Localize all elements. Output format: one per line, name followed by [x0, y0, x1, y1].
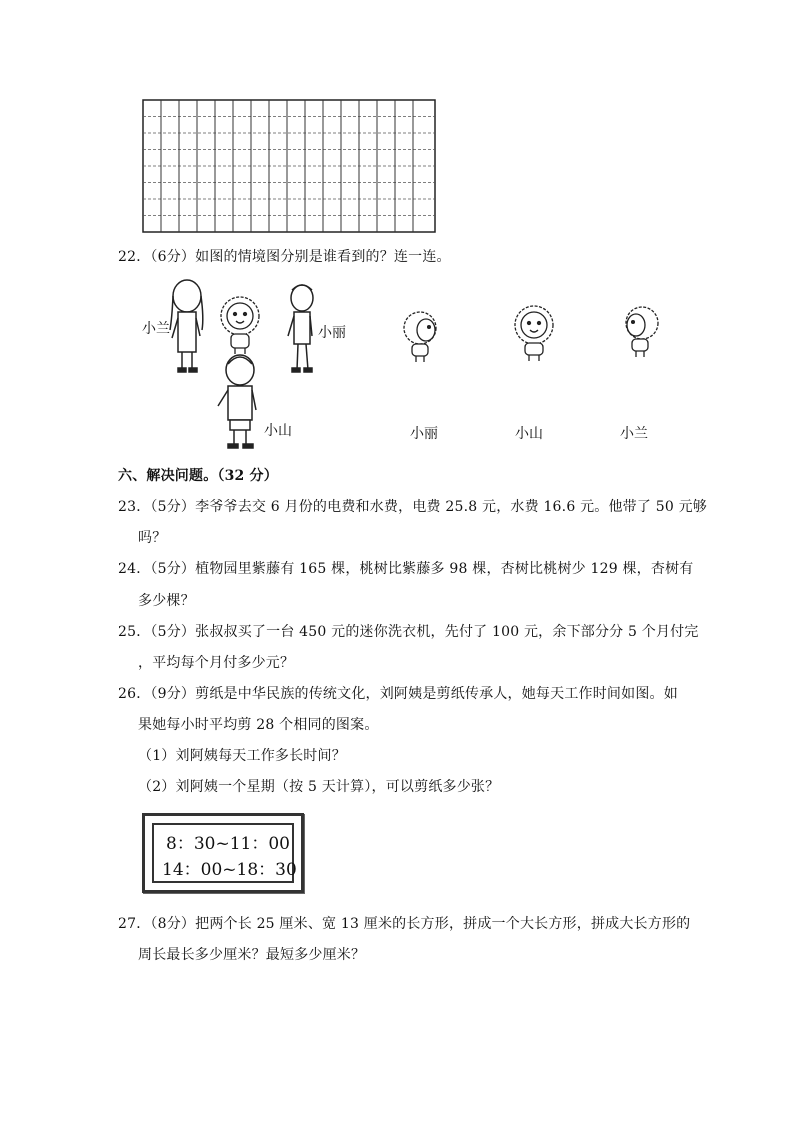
question-25-line1: 25．（5分）张叔叔买了一台 450 元的迷你洗衣机，先付了 100 元，余下部分分 5 个月付完 [118, 624, 699, 640]
scene-illustration [142, 278, 662, 453]
time-range-morning: 8：30~11：00 [166, 834, 290, 854]
question-26-sub1: （1）刘阿姨每天工作多长时间？ [138, 748, 346, 764]
question-26-line2: 果她每小时平均剪 28 个相同的图案。 [138, 717, 379, 733]
lion-view-side-left [626, 307, 658, 357]
question-24-line1: 24．（5分）植物园里紫藤有 165 棵，桃树比紫藤多 98 棵，杏树比桃树少 129 棵，杏树有 [118, 561, 694, 577]
section-title: 六、解决问题。（32 分） [118, 468, 278, 484]
question-22: 22．（6分）如图的情境图分别是谁看到的？连一连。 [118, 249, 451, 265]
question-27-line2: 周长最长多少厘米？最短多少厘米？ [138, 947, 366, 963]
question-23-line1: 23．（5分）李爷爷去交 6 月份的电费和水费，电费 25.8 元，水费 16.6 元。他带了 50 元够 [118, 499, 707, 515]
girl-figure [170, 280, 203, 372]
work-time-sign-inner [152, 823, 297, 883]
work-time-sign [142, 813, 304, 893]
writing-grid [142, 99, 436, 233]
question-25-line2: ，平均每个月付多少元？ [138, 655, 295, 671]
question-23-line2: 吗？ [138, 530, 167, 546]
label-xiaolan: 小兰 [142, 321, 170, 337]
time-range-afternoon: 14：00~18：30 [162, 860, 297, 880]
lion-view-side-right [404, 312, 436, 362]
lion-figure-center [221, 297, 259, 354]
label-xiaoshan: 小山 [264, 423, 292, 439]
answer-label-1: 小丽 [410, 426, 438, 442]
question-24-line2: 多少棵？ [138, 593, 195, 609]
label-xiaoli: 小丽 [318, 325, 346, 341]
question-27-line1: 27．（8分）把两个长 25 厘米、宽 13 厘米的长方形，拼成一个大长方形，拼成大长方形的 [118, 916, 691, 932]
answer-label-3: 小兰 [620, 426, 648, 442]
scene-drawing [142, 278, 662, 453]
question-26-sub2: （2）刘阿姨一个星期（按 5 天计算），可以剪纸多少张？ [138, 779, 500, 795]
boy-figure-back [218, 355, 256, 448]
person-figure-right [288, 285, 313, 372]
answer-label-2: 小山 [515, 426, 543, 442]
lion-view-front [515, 306, 553, 361]
question-26-line1: 26．（9分）剪纸是中华民族的传统文化，刘阿姨是剪纸传承人，她每天工作时间如图。如 [118, 686, 678, 702]
